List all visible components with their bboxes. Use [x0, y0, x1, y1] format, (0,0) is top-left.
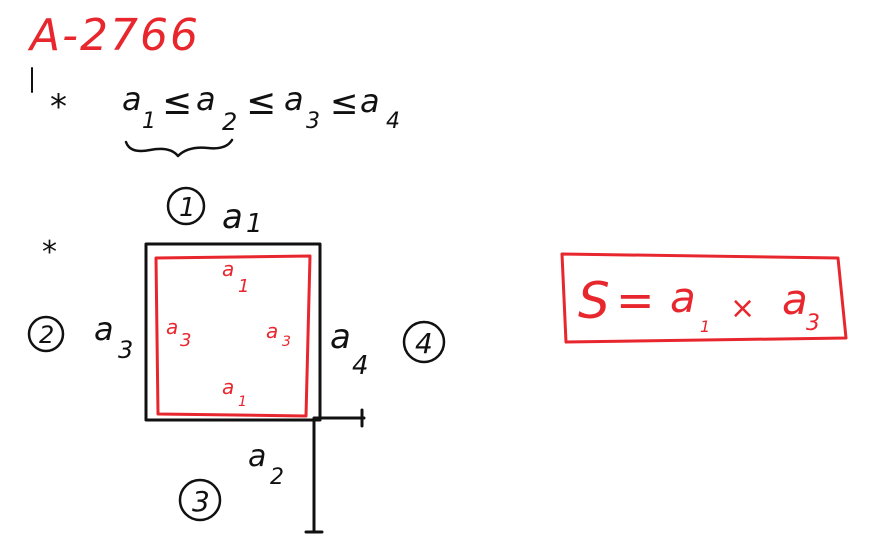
svg-text:a: a — [94, 310, 114, 348]
svg-text:3: 3 — [282, 334, 291, 350]
formula-times: × — [730, 291, 756, 326]
svg-text:a: a — [222, 197, 243, 237]
outer-label-left — [94, 310, 133, 364]
outer-label-top — [222, 197, 263, 239]
inner-label-left — [166, 315, 191, 351]
index-2: 2 — [222, 108, 238, 136]
formula-a: a — [670, 273, 696, 322]
svg-text:a: a — [222, 375, 235, 399]
condition-star: * — [50, 87, 67, 127]
svg-text:3: 3 — [192, 485, 210, 518]
svg-text:a: a — [330, 317, 351, 357]
relation-1: ≤ — [162, 82, 193, 123]
area-formula — [578, 272, 820, 336]
svg-text:a: a — [266, 319, 279, 343]
svg-text:1: 1 — [179, 193, 196, 223]
circled-1 — [168, 188, 204, 224]
outer-label-right — [330, 317, 369, 381]
svg-text:a: a — [222, 257, 235, 281]
ordering-condition — [50, 80, 400, 156]
relation-3: ≤ — [330, 83, 359, 123]
svg-text:1: 1 — [238, 276, 250, 297]
formula-a-index: 1 — [700, 317, 711, 336]
svg-text:4: 4 — [415, 327, 433, 360]
svg-text:1: 1 — [238, 394, 247, 410]
star-mark: * — [42, 235, 57, 270]
formula-equals: = — [616, 273, 655, 327]
term-a4: a — [360, 82, 380, 120]
outer-label-bottom — [248, 439, 284, 490]
inner-label-top — [222, 257, 249, 297]
circled-4 — [404, 322, 444, 362]
formula-b: a — [782, 275, 808, 324]
index-3: 3 — [306, 109, 320, 134]
problem-title: A-2766 — [30, 10, 200, 61]
svg-text:3: 3 — [180, 330, 192, 351]
svg-text:2: 2 — [270, 465, 284, 490]
svg-text:1: 1 — [246, 209, 263, 239]
term-a2: a — [196, 80, 216, 118]
formula-lhs: S — [578, 272, 610, 330]
svg-text:2: 2 — [39, 321, 55, 349]
index-1: 1 — [142, 109, 156, 134]
inner-label-right — [266, 319, 291, 350]
term-a1: a — [122, 80, 142, 118]
svg-text:4: 4 — [352, 351, 369, 381]
circled-3 — [180, 480, 220, 520]
index-4: 4 — [386, 109, 400, 134]
term-a3: a — [284, 80, 304, 118]
circled-2 — [29, 317, 63, 351]
svg-text:3: 3 — [118, 336, 134, 364]
underbrace-mark — [126, 140, 232, 156]
relation-2: ≤ — [246, 82, 277, 123]
formula-b-index: 3 — [806, 311, 820, 336]
svg-text:a: a — [166, 315, 179, 339]
inner-label-bottom — [222, 375, 247, 410]
svg-text:a: a — [248, 439, 267, 474]
